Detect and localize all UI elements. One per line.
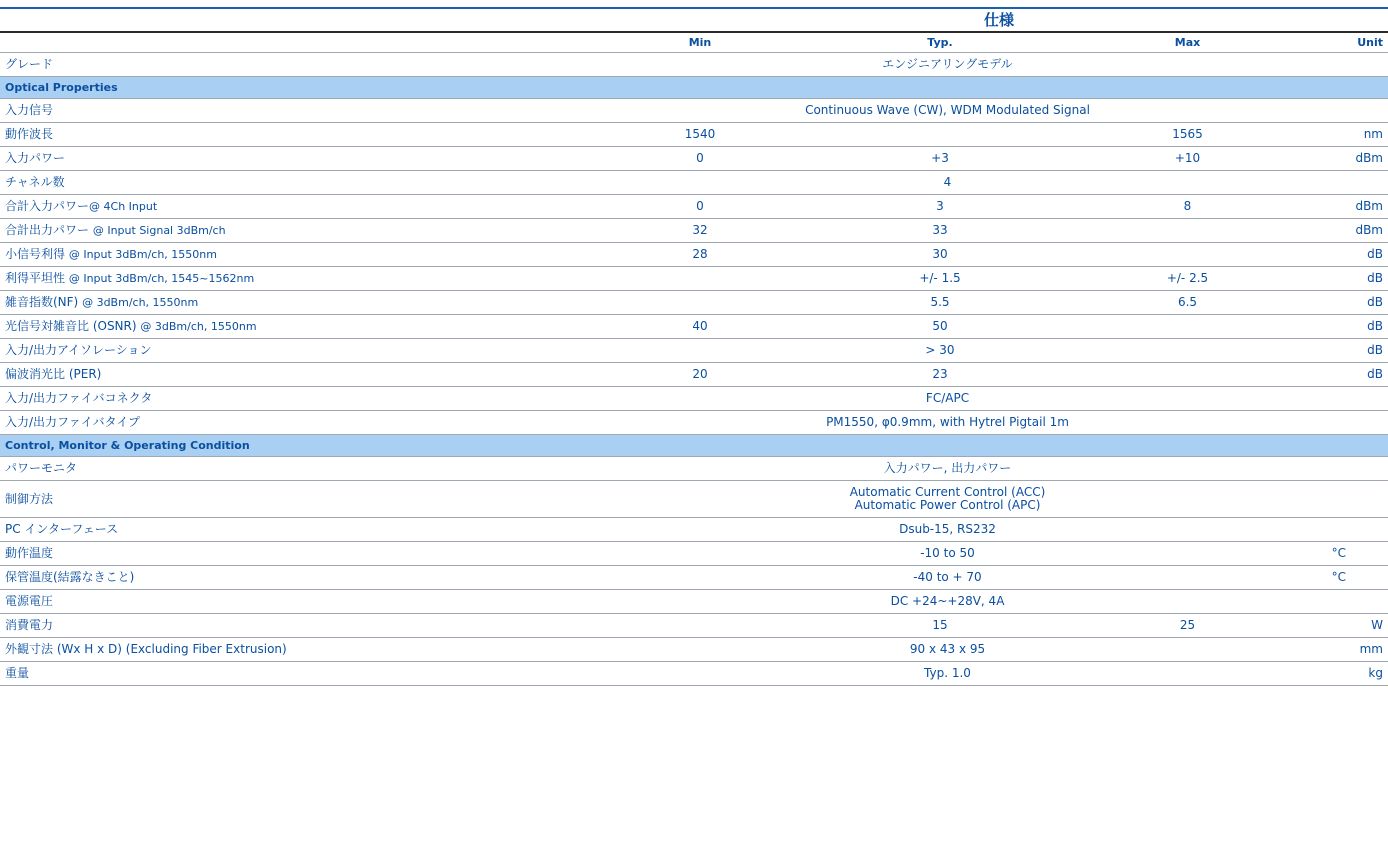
column-header-max: Max xyxy=(1090,32,1285,53)
row-label-cell xyxy=(0,267,610,291)
row-condition: @ Input 3dBm/ch, 1545~1562nm xyxy=(68,272,255,285)
column-header-row xyxy=(0,32,1388,53)
row-input-signal xyxy=(0,99,1388,123)
row-value: 90 x 43 x 95 xyxy=(610,638,1285,662)
section-optical-properties xyxy=(0,77,1388,99)
row-typ: +/- 1.5 xyxy=(790,267,1090,291)
row-label: 重量 xyxy=(0,662,610,686)
row-unit: dB xyxy=(1285,267,1388,291)
row-max: 8 xyxy=(1090,195,1285,219)
row-value: FC/APC xyxy=(610,387,1285,411)
column-header-unit: Unit xyxy=(1285,32,1388,53)
row-typ: 33 xyxy=(790,219,1090,243)
row-label-cell xyxy=(0,291,610,315)
row-label: 入力パワー xyxy=(0,147,610,171)
row-unit: dB xyxy=(1285,339,1388,363)
row-min: 32 xyxy=(610,219,790,243)
row-typ: 3 xyxy=(790,195,1090,219)
row-label: 入力/出力ファイバコネクタ xyxy=(0,387,610,411)
row-label-cell xyxy=(0,219,610,243)
column-header-typ: Typ. xyxy=(790,32,1090,53)
row-min: 0 xyxy=(610,147,790,171)
row-total-input-power xyxy=(0,195,1388,219)
row-isolation xyxy=(0,339,1388,363)
row-value: PM1550, φ0.9mm, with Hytrel Pigtail 1m xyxy=(610,411,1285,435)
row-unit: dB xyxy=(1285,291,1388,315)
row-storage-temp xyxy=(0,566,1388,590)
row-control-method xyxy=(0,481,1388,518)
row-unit: dBm xyxy=(1285,219,1388,243)
row-condition: @ Input Signal 3dBm/ch xyxy=(92,224,226,237)
row-label-cell xyxy=(0,195,610,219)
row-total-output-power xyxy=(0,219,1388,243)
row-value-line: Automatic Current Control (ACC) xyxy=(849,485,1046,499)
row-condition: @ 3dBm/ch, 1550nm xyxy=(140,320,257,333)
row-grade xyxy=(0,53,1388,77)
row-supply-voltage xyxy=(0,590,1388,614)
row-label: 光信号対雑音比 (OSNR) xyxy=(5,319,137,333)
row-value: 入力パワー, 出力パワー xyxy=(610,457,1285,481)
row-min: 20 xyxy=(610,363,790,387)
row-label: パワーモニタ xyxy=(0,457,610,481)
spec-title: 仕様 xyxy=(610,8,1388,32)
row-label-cell xyxy=(0,315,610,339)
row-min: 0 xyxy=(610,195,790,219)
row-label: 入力/出力アイソレーション xyxy=(0,339,610,363)
row-label: 偏波消光比 (PER) xyxy=(0,363,610,387)
row-max: +10 xyxy=(1090,147,1285,171)
grade-label: グレード xyxy=(0,53,610,77)
row-power-consumption xyxy=(0,614,1388,638)
section-title: Optical Properties xyxy=(0,77,1388,99)
row-value: -40 to + 70 xyxy=(610,566,1285,590)
row-condition: @ Input 3dBm/ch, 1550nm xyxy=(68,248,217,261)
row-max: +/- 2.5 xyxy=(1090,267,1285,291)
row-small-signal-gain xyxy=(0,243,1388,267)
row-max: 1565 xyxy=(1090,123,1285,147)
row-unit: dB xyxy=(1285,315,1388,339)
row-label: 合計出力パワー xyxy=(5,223,90,237)
row-label-cell xyxy=(0,243,610,267)
row-gain-flatness xyxy=(0,267,1388,291)
row-label: 入力/出力ファイバタイプ xyxy=(0,411,610,435)
row-wavelength xyxy=(0,123,1388,147)
row-label: 保管温度(結露なきこと) xyxy=(0,566,610,590)
row-max: 6.5 xyxy=(1090,291,1285,315)
row-label: 入力信号 xyxy=(0,99,610,123)
row-value-cell xyxy=(610,481,1285,518)
row-unit: °C xyxy=(1285,566,1388,590)
row-typ: +3 xyxy=(790,147,1090,171)
row-label: PC インターフェース xyxy=(0,518,610,542)
row-condition: @ 3dBm/ch, 1550nm xyxy=(82,296,199,309)
row-value-line: Automatic Power Control (APC) xyxy=(854,498,1041,512)
row-typ: 50 xyxy=(790,315,1090,339)
row-unit: dB xyxy=(1285,243,1388,267)
row-label: 動作温度 xyxy=(0,542,610,566)
row-operating-temp xyxy=(0,542,1388,566)
row-label: 消費電力 xyxy=(0,614,610,638)
row-label: 外観寸法 (Wx H x D) (Excluding Fiber Extrusion) xyxy=(0,638,610,662)
row-unit: W xyxy=(1285,614,1388,638)
row-power-monitor xyxy=(0,457,1388,481)
row-typ: > 30 xyxy=(790,339,1090,363)
row-min: 1540 xyxy=(610,123,790,147)
row-value: DC +24~+28V, 4A xyxy=(610,590,1285,614)
row-weight xyxy=(0,662,1388,686)
row-value: Dsub-15, RS232 xyxy=(610,518,1285,542)
title-row xyxy=(0,8,1388,32)
row-label: 利得平坦性 xyxy=(5,271,66,285)
top-rule xyxy=(0,0,1388,8)
row-label: 制御方法 xyxy=(0,481,610,518)
row-label: チャネル数 xyxy=(0,171,610,195)
row-per xyxy=(0,363,1388,387)
row-pc-interface xyxy=(0,518,1388,542)
row-condition: @ 4Ch Input xyxy=(89,200,158,213)
row-label: 動作波長 xyxy=(0,123,610,147)
row-unit: °C xyxy=(1285,542,1388,566)
row-value: 4 xyxy=(610,171,1285,195)
row-typ: 30 xyxy=(790,243,1090,267)
row-unit: mm xyxy=(1285,638,1388,662)
row-value: -10 to 50 xyxy=(610,542,1285,566)
row-min: 40 xyxy=(610,315,790,339)
row-typ: 23 xyxy=(790,363,1090,387)
row-label: 合計入力パワー xyxy=(5,199,90,213)
row-dimensions xyxy=(0,638,1388,662)
section-title: Control, Monitor & Operating Condition xyxy=(0,435,1388,457)
row-label: 雑音指数(NF) xyxy=(5,295,79,309)
row-typ: 5.5 xyxy=(790,291,1090,315)
column-header-min: Min xyxy=(610,32,790,53)
row-label: 小信号利得 xyxy=(5,247,66,261)
row-unit: dBm xyxy=(1285,147,1388,171)
row-unit: dBm xyxy=(1285,195,1388,219)
row-input-power xyxy=(0,147,1388,171)
row-label: 電源電圧 xyxy=(0,590,610,614)
row-connector xyxy=(0,387,1388,411)
grade-value: エンジニアリングモデル xyxy=(610,53,1285,77)
row-unit: dB xyxy=(1285,363,1388,387)
section-control-monitor xyxy=(0,435,1388,457)
row-typ: 15 xyxy=(790,614,1090,638)
row-unit: nm xyxy=(1285,123,1388,147)
row-fiber-type xyxy=(0,411,1388,435)
row-max: 25 xyxy=(1090,614,1285,638)
row-channels xyxy=(0,171,1388,195)
row-osnr xyxy=(0,315,1388,339)
row-noise-figure xyxy=(0,291,1388,315)
row-value: Continuous Wave (CW), WDM Modulated Signal xyxy=(610,99,1285,123)
row-unit: kg xyxy=(1285,662,1388,686)
row-value: Typ. 1.0 xyxy=(610,662,1285,686)
row-min: 28 xyxy=(610,243,790,267)
